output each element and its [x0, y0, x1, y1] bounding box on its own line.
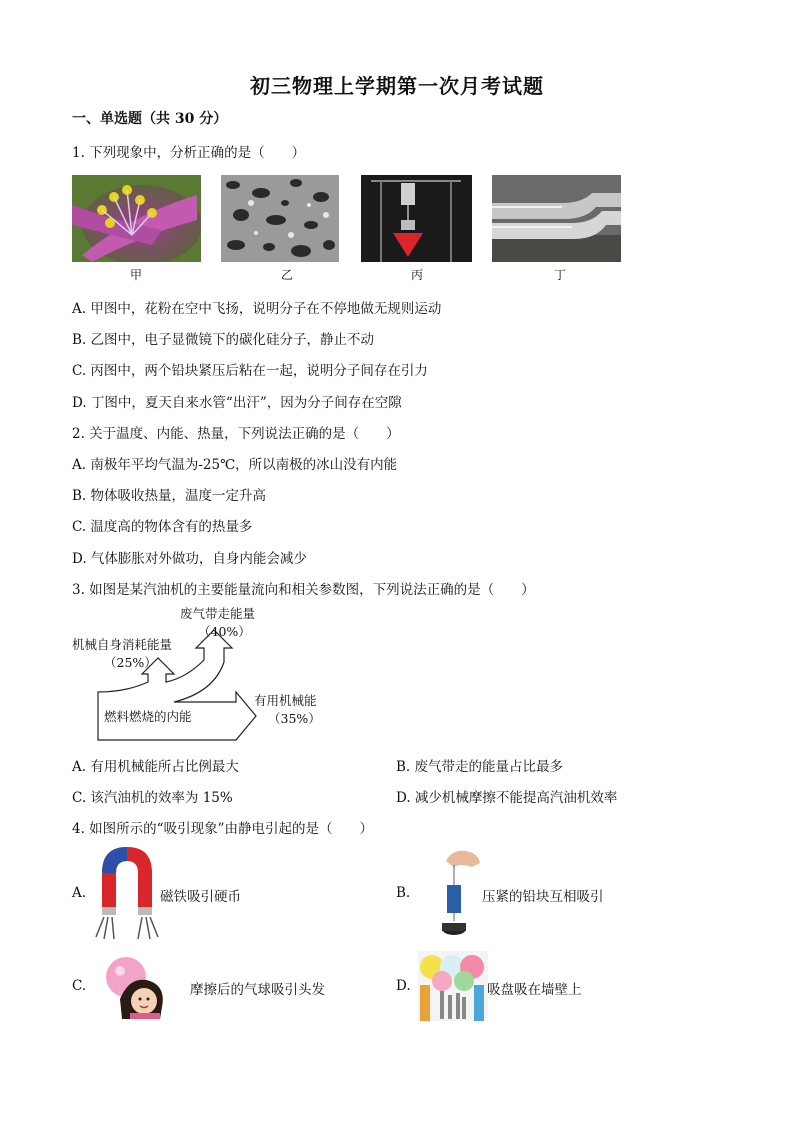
balloon-hair-image [100, 955, 175, 1019]
q4-option-a-text[interactable]: 磁铁吸引硬币 [160, 889, 241, 905]
caption-jia: 甲 [129, 268, 142, 282]
lead-blocks-image [361, 175, 472, 262]
page-title: 初三物理上学期第一次月考试题 [250, 74, 544, 98]
q1-option-d[interactable]: D. 丁图中，夏天自来水管“出汗”，因为分子间存在空隙 [72, 395, 402, 411]
q3-option-b[interactable]: B. 废气带走的能量占比最多 [396, 759, 564, 775]
q4-option-d-text[interactable]: 吸盘吸在墙壁上 [487, 982, 582, 998]
q4-option-b-text[interactable]: 压紧的铅块互相吸引 [482, 889, 604, 905]
caption-bing: 丙 [410, 268, 423, 282]
microscope-molecules-image [221, 175, 339, 262]
q4-option-c-text[interactable]: 摩擦后的气球吸引头发 [190, 982, 325, 998]
question-4-stem: 4. 如图所示的“吸引现象”由静电引起的是（ ） [72, 821, 373, 837]
sweating-pipes-image [492, 175, 621, 262]
question-3-stem: 3. 如图是某汽油机的主要能量流向和相关参数图，下列说法正确的是（ ） [72, 582, 535, 598]
exhaust-percent: （40%） [198, 624, 251, 639]
fuel-label: 燃料燃烧的内能 [104, 709, 192, 724]
q4-option-a-letter[interactable]: A. [72, 885, 87, 901]
q1-option-b[interactable]: B. 乙图中，电子显微镜下的碳化硅分子，静止不动 [72, 332, 375, 348]
mech-loss-percent: （25%） [104, 655, 157, 670]
q3-option-d[interactable]: D. 减少机械摩擦不能提高汽油机效率 [396, 790, 618, 806]
q4-option-c-letter[interactable]: C. [72, 978, 87, 994]
q3-option-a[interactable]: A. 有用机械能所占比例最大 [72, 759, 239, 775]
q2-option-a[interactable]: A. 南极年平均气温为-25℃，所以南极的冰山没有内能 [72, 457, 398, 473]
q4-option-d-letter[interactable]: D. [396, 978, 411, 994]
caption-yi: 乙 [280, 268, 293, 282]
q2-option-b[interactable]: B. 物体吸收热量，温度一定升高 [72, 488, 267, 504]
useful-label: 有用机械能 [254, 693, 317, 708]
magnet-coins-image [94, 843, 160, 941]
mech-loss-label: 机械自身消耗能量 [72, 637, 173, 652]
q1-option-a[interactable]: A. 甲图中，花粉在空中飞扬，说明分子在不停地做无规则运动 [72, 301, 442, 317]
section-heading: 一、单选题（共 30 分） [72, 111, 228, 127]
question-1-stem: 1. 下列现象中，分析正确的是（ ） [72, 145, 306, 161]
q1-option-c[interactable]: C. 丙图中，两个铅块紧压后粘在一起，说明分子间存在引力 [72, 363, 428, 379]
suction-cups-image [418, 951, 488, 1021]
caption-ding: 丁 [553, 268, 566, 282]
q3-option-c[interactable]: C. 该汽油机的效率为 15% [72, 790, 233, 806]
hanging-lead-blocks-image [432, 845, 482, 941]
q2-option-c[interactable]: C. 温度高的物体含有的热量多 [72, 519, 253, 535]
q2-option-d[interactable]: D. 气体膨胀对外做功，自身内能会减少 [72, 551, 307, 567]
useful-percent: （35%） [268, 711, 321, 726]
question-2-stem: 2. 关于温度、内能、热量，下列说法正确的是（ ） [72, 426, 400, 442]
flower-pollen-image [72, 175, 201, 262]
q4-option-b-letter[interactable]: B. [396, 885, 411, 901]
exhaust-label: 废气带走能量 [180, 606, 256, 621]
